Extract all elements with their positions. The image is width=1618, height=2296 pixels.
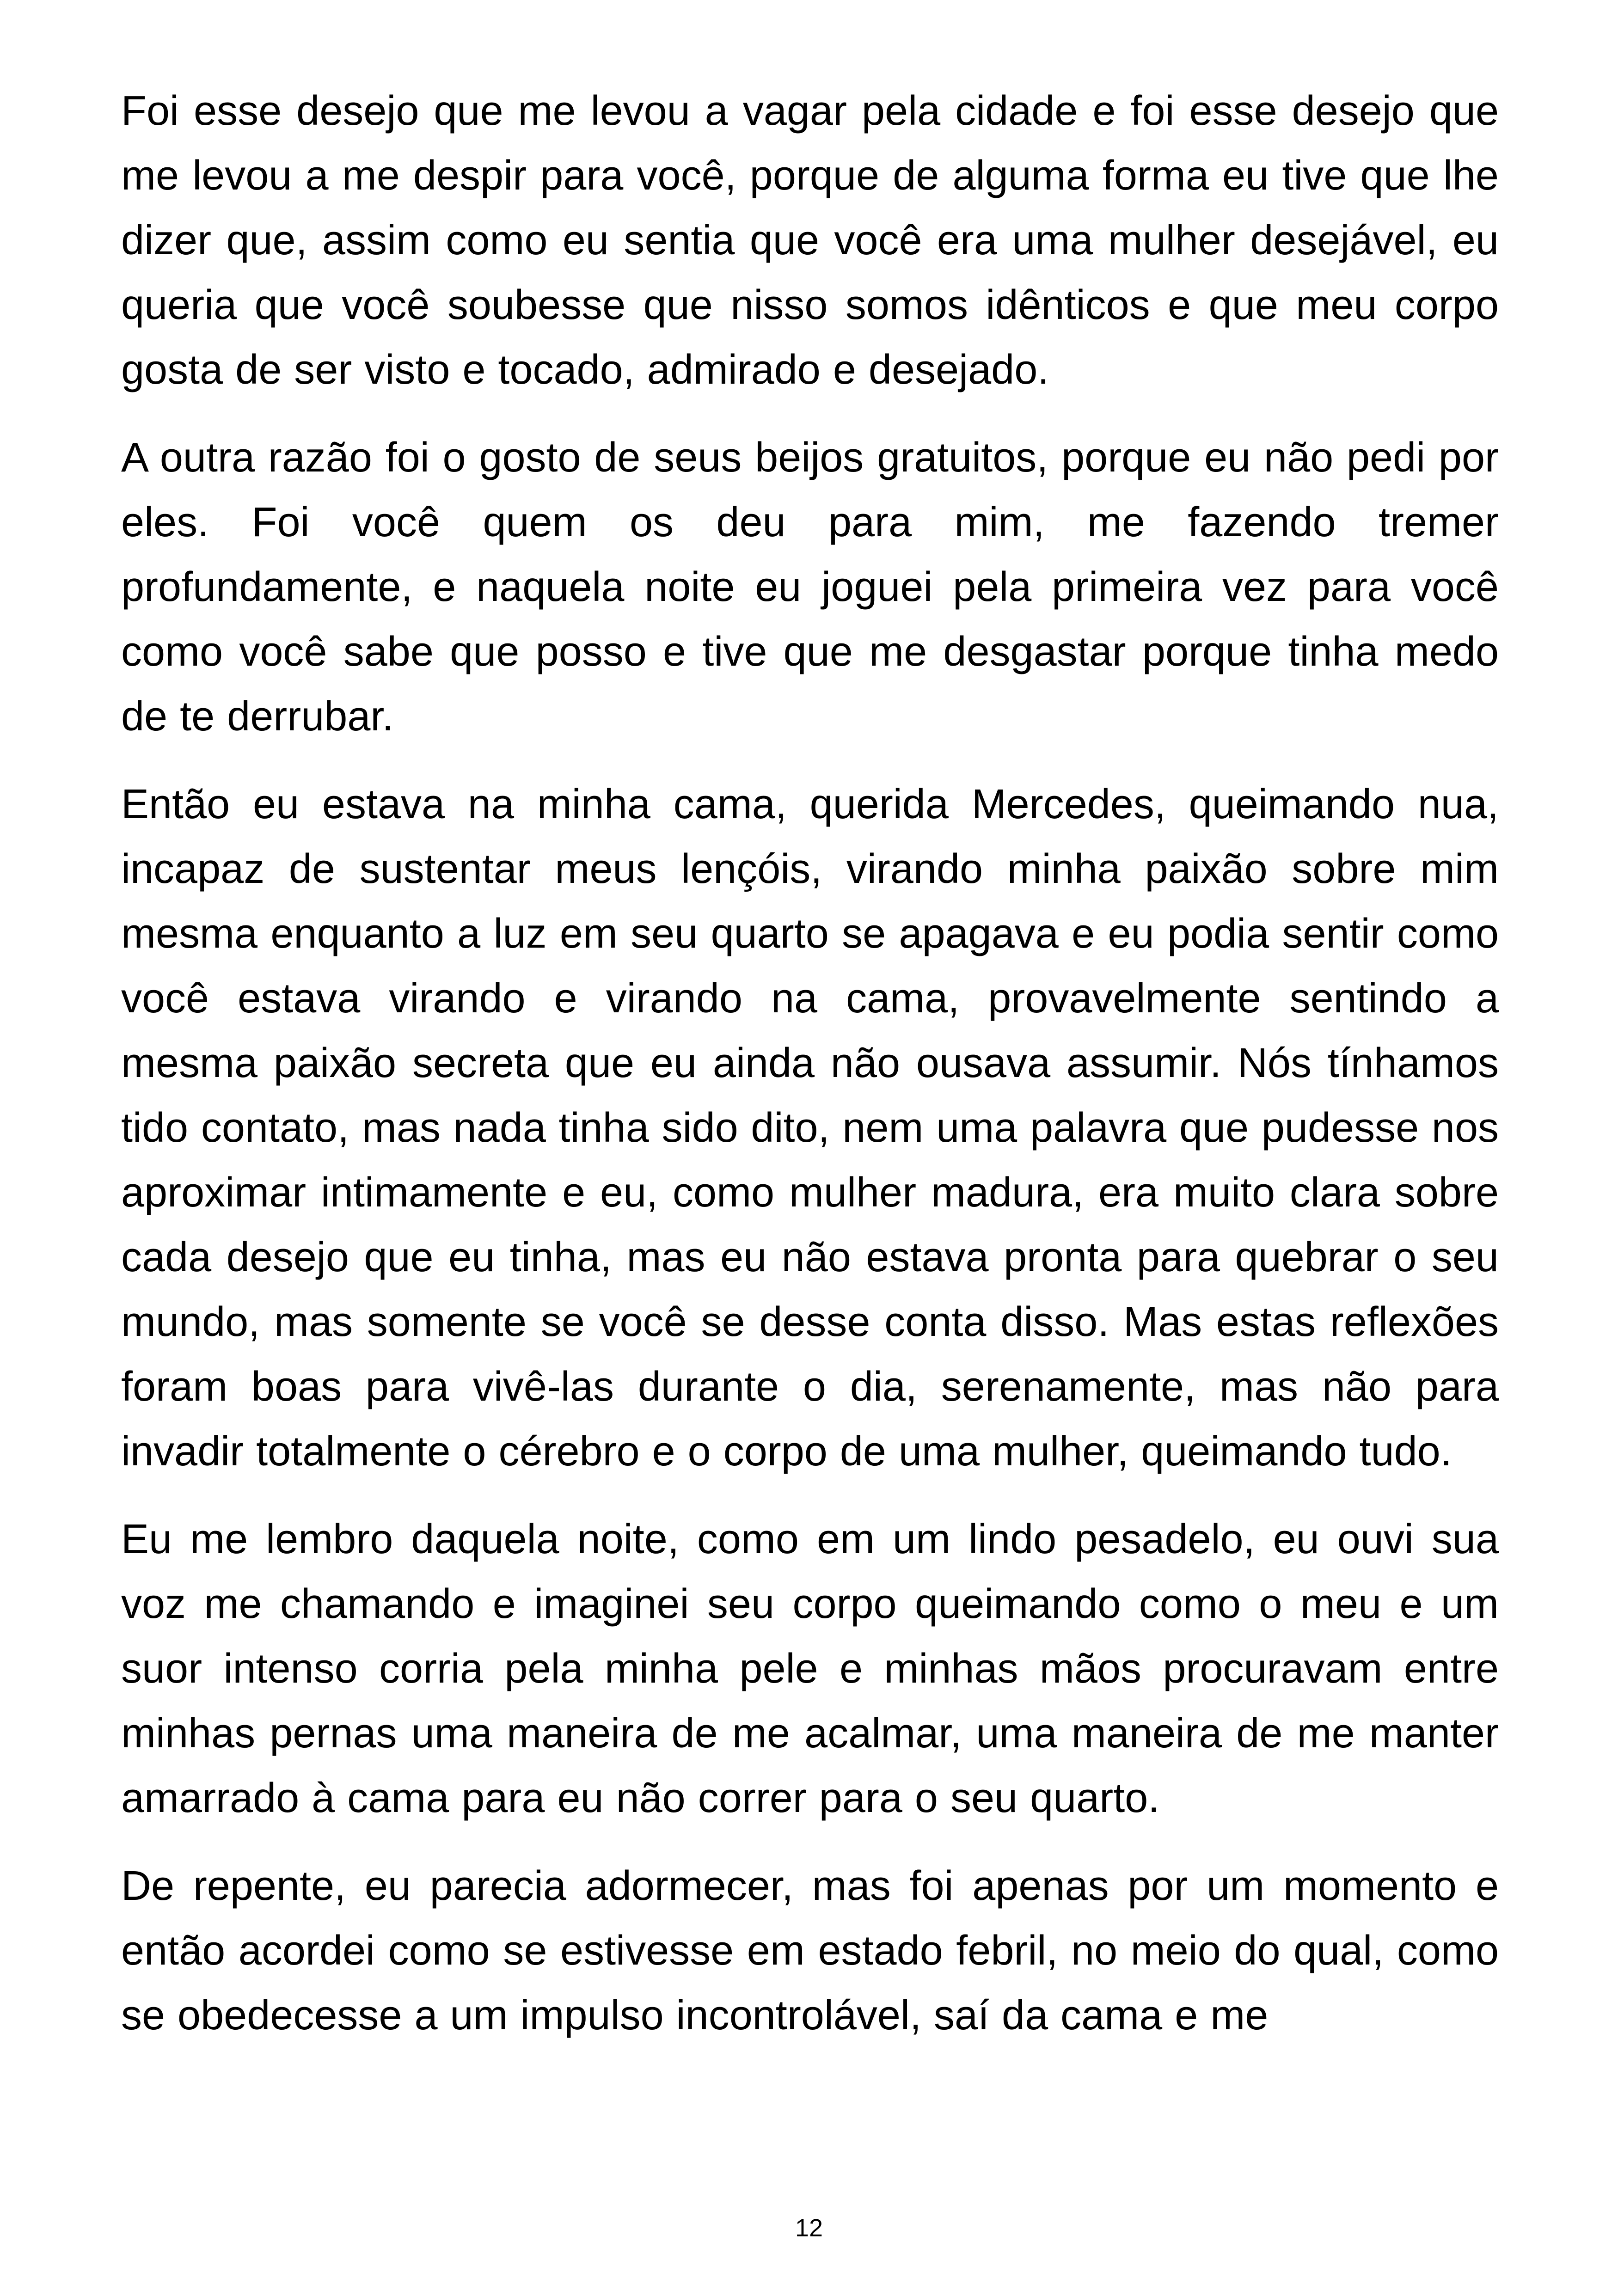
paragraph-3: Então eu estava na minha cama, querida Mercedes, queimando nua, incapaz de sustentar meus lençóis, virando minha paixão sobre mim mesma enquanto a luz em seu quarto se apagava e eu podia sentir como você estava virando e virando na cama, provavelmente sentindo a mesma paixão secreta que eu ainda não ousava assumir. Nós tínhamos tido contato, mas nada tinha sido dito, nem uma palavra que pudesse nos aproximar intimamente e eu, como mulher madura, era muito clara sobre cada desejo que eu tinha, mas eu não estava pronta para quebrar o seu mundo, mas somente se você se desse conta disso. Mas estas reflexões foram boas para vivê-las durante o dia, serenamente, mas não para invadir totalmente o cérebro e o corpo de uma mulher, queimando tudo.	[121, 781, 1499, 1475]
paragraph-1: Foi esse desejo que me levou a vagar pela cidade e foi esse desejo que me levou a me despir para você, porque de alguma forma eu tive que lhe dizer que, assim como eu sentia que você era uma mulher desejável, eu queria que você soubesse que nisso somos idênticos e que meu corpo gosta de ser visto e tocado, admirado e desejado.	[121, 88, 1499, 393]
body-text	[121, 79, 1499, 2071]
page-number: 12	[795, 2214, 823, 2242]
paragraph-4: Eu me lembro daquela noite, como em um lindo pesadelo, eu ouvi sua voz me chamando e imaginei seu corpo queimando como o meu e um suor intenso corria pela minha pele e minhas mãos procuravam entre minhas pernas uma maneira de me acalmar, uma maneira de me manter amarrado à cama para eu não correr para o seu quarto.	[121, 1516, 1499, 1821]
paragraph-5: De repente, eu parecia adormecer, mas foi apenas por um momento e então acordei como se estivesse em estado febril, no meio do qual, como se obedecesse a um impulso incontrolável, saí da cama e me	[121, 1863, 1499, 2039]
paragraph-2: A outra razão foi o gosto de seus beijos gratuitos, porque eu não pedi por eles. Foi você quem os deu para mim, me fazendo tremer profundamente, e naquela noite eu joguei pela primeira vez para você como você sabe que posso e tive que me desgastar porque tinha medo de te derrubar.	[121, 435, 1499, 740]
